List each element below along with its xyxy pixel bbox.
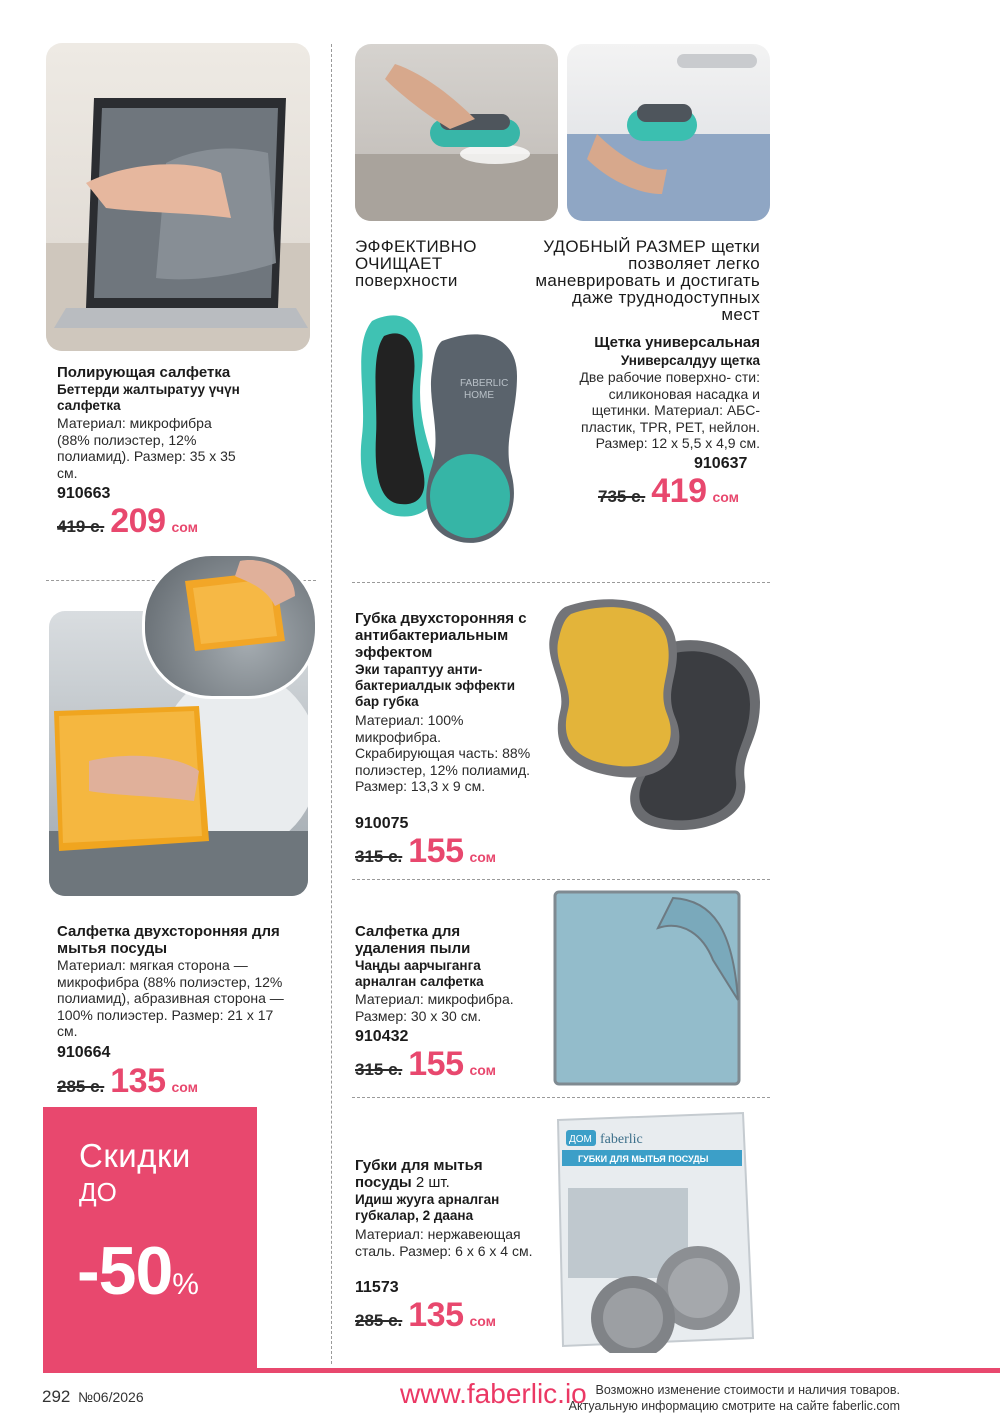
product-code: 910432	[355, 1028, 409, 1045]
old-price: 419 с.	[57, 517, 105, 536]
price-row	[598, 472, 739, 511]
old-price: 735 с.	[598, 487, 646, 506]
sponge-product-image	[545, 592, 770, 837]
product-description: Материал: микрофибра. Размер: 30 х 30 см.	[355, 991, 514, 1024]
steel-sponge-package-image	[548, 1108, 760, 1353]
product-title-kg: Идиш жууга арналган губкалар, 2 даана	[355, 1192, 500, 1223]
promo-line-1: Скидки	[79, 1137, 191, 1174]
promo-percent-sign: %	[172, 1268, 199, 1301]
product-title	[355, 1157, 525, 1191]
section-divider	[352, 582, 770, 583]
product-title: Губка двухсторонняя с антибактериальным эффектом	[355, 610, 527, 661]
price-row	[57, 502, 198, 541]
section-divider	[352, 879, 770, 880]
new-price: 209	[110, 502, 166, 540]
dish-cloth-inset-photo	[142, 553, 318, 699]
new-price: 155	[408, 832, 464, 870]
footer-note-line2: Актуальную информацию смотрите на сайте faberlic.com	[568, 1399, 900, 1413]
new-price: 135	[408, 1296, 464, 1334]
product-title: Салфетка для удаления пыли	[355, 923, 471, 957]
package-label: ГУБКИ ДЛЯ МЫТЬЯ ПОСУДЫ	[578, 1154, 709, 1164]
price-row	[355, 1296, 496, 1335]
product-title-kg: Эки тараптуу анти- бактериалдык эффекти бар губка	[355, 662, 516, 709]
package-brand: faberlic	[600, 1132, 643, 1147]
product-title-kg: Универсалдуу щетка	[620, 353, 760, 368]
product-code: 910663	[57, 485, 111, 502]
product-code: 910075	[355, 815, 409, 832]
product-code: 910664	[57, 1044, 111, 1061]
issue-number: №06/2026	[78, 1389, 144, 1405]
shirt-brush-photo	[567, 44, 770, 221]
dust-cloth-image	[553, 890, 743, 1087]
discount-promo-box	[43, 1107, 257, 1369]
feature-right: УДОБНЫЙ РАЗМЕР щетки позволяет легко маневрировать и достигать даже труднодоступных мест	[535, 237, 760, 324]
website-link[interactable]: www.faberlic.io	[400, 1378, 587, 1409]
column-divider	[331, 44, 332, 1364]
product-title: Щетка универсальная	[594, 334, 760, 351]
currency: сом	[171, 519, 199, 535]
promo-line-2: ДО	[79, 1177, 117, 1207]
new-price: 135	[110, 1062, 166, 1100]
product-title: Полирующая салфетка	[57, 364, 231, 381]
product-title: Салфетка двухсторонняя для мытья посуды	[57, 923, 280, 957]
new-price: 155	[408, 1045, 464, 1083]
price-row	[355, 1045, 496, 1084]
brush-brand-text: FABERLIC	[460, 378, 509, 389]
product-title-kg: Чаңды аарчыганга арналган салфетка	[355, 958, 484, 989]
old-price: 315 с.	[355, 1060, 403, 1079]
currency: сом	[469, 1062, 497, 1078]
svg-text:HOME: HOME	[464, 390, 494, 401]
package-badge: ДОМ	[569, 1134, 592, 1145]
old-price: 285 с.	[57, 1077, 105, 1096]
product-qty: 2 шт.	[415, 1174, 450, 1191]
sofa-brush-photo	[355, 44, 558, 221]
product-code: 910637	[694, 455, 748, 472]
section-divider	[352, 1097, 770, 1098]
price-row	[57, 1062, 198, 1101]
currency: сом	[469, 1313, 497, 1329]
currency: сом	[712, 489, 740, 505]
product-code: 11573	[355, 1279, 399, 1296]
currency: сом	[469, 849, 497, 865]
product-description: Материал: микрофибра (88% полиэстер, 12% полиамид). Размер: 35 х 35 см.	[57, 415, 236, 481]
footer-accent-bar	[43, 1368, 1000, 1373]
old-price: 315 с.	[355, 847, 403, 866]
promo-percent-value: -50	[77, 1233, 173, 1309]
currency: сом	[171, 1079, 199, 1095]
price-row	[355, 832, 496, 871]
product-description: Материал: 100% микрофибра. Скрабирующая часть: 88% полиэстер, 12% полиамид. Размер: 13,3 х 9 см.	[355, 712, 531, 794]
product-title-text: Губки для мытья посуды	[355, 1157, 483, 1191]
product-description: Материал: мягкая сторона — микрофибра (88% полиэстер, 12% полиамид), абразивная сторона — 100% полиэстер. Размер: 21 х 17 см.	[57, 957, 284, 1039]
product-title-kg: Беттерди жалтыратуу үчүн салфетка	[57, 382, 240, 413]
laptop-cleaning-photo	[46, 43, 310, 351]
promo-value	[77, 1232, 199, 1310]
new-price: 419	[651, 472, 707, 510]
product-description: Две рабочие поверхно- сти: силиконовая насадка и щетинки. Материал: АБС- пластик, TPR, PET, нейлон. Размер: 12 х 5,5 х 4,9 см.	[579, 369, 760, 451]
brush-product-image	[352, 306, 542, 556]
page-number: 292	[42, 1387, 71, 1406]
feature-left: ЭФФЕКТИВНО ОЧИЩАЕТ поверхности	[355, 237, 477, 290]
footer-note-line1: Возможно изменение стоимости и наличия товаров.	[595, 1383, 900, 1397]
old-price: 285 с.	[355, 1311, 403, 1330]
product-description: Материал: нержавеющая сталь. Размер: 6 х 6 х 4 см.	[355, 1226, 533, 1259]
